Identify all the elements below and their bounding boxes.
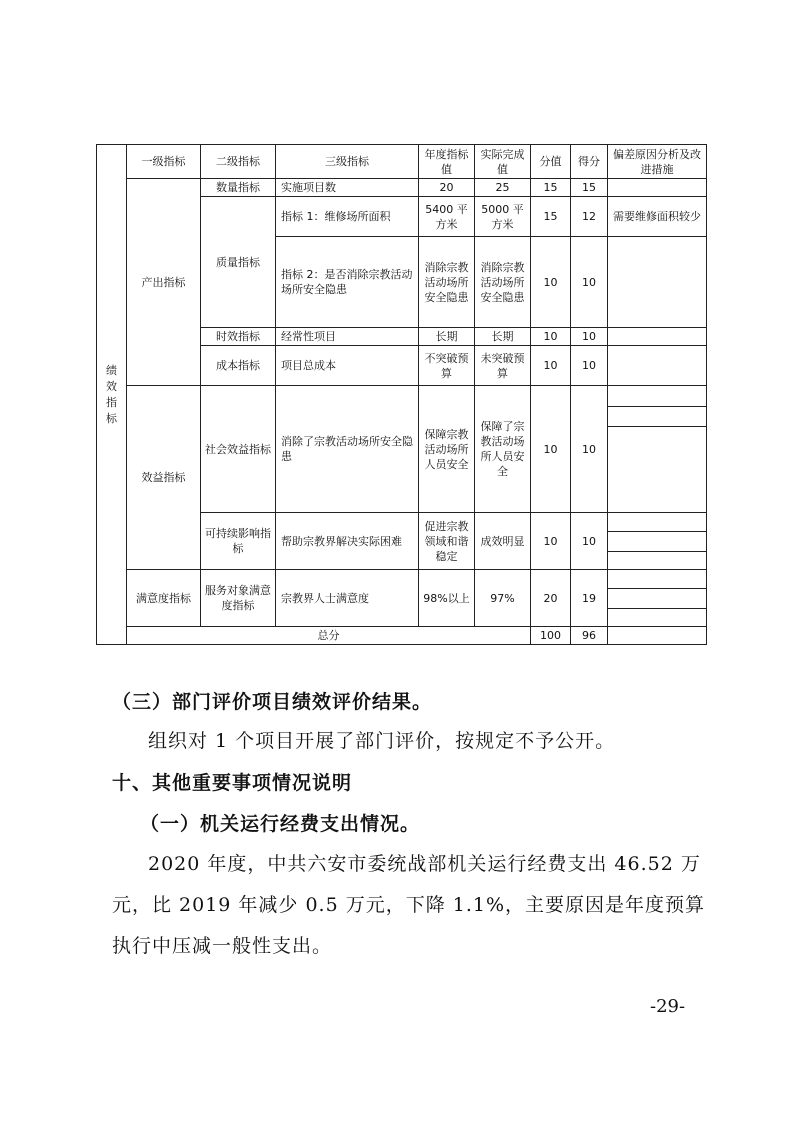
level1-benefit: 效益指标 [127, 386, 201, 570]
analysis-cell: 需要维修面积较少 [608, 197, 707, 237]
total-analysis [608, 627, 707, 645]
actual-cell: 97% [475, 570, 531, 627]
level2-satisfaction: 服务对象满意度指标 [201, 570, 276, 627]
actual-cell: 5000 平方米 [475, 197, 531, 237]
level2-timeliness: 时效指标 [201, 328, 276, 346]
score-cell: 10 [531, 328, 571, 346]
analysis-segment [608, 570, 706, 588]
score-cell: 10 [531, 346, 571, 386]
level1-satisfaction: 满意度指标 [127, 570, 201, 627]
level3-cell: 消除了宗教活动场所安全隐患 [276, 386, 419, 513]
target-cell: 20 [419, 179, 475, 197]
level3-cell: 宗教界人士满意度 [276, 570, 419, 627]
level2-cost: 成本指标 [201, 346, 276, 386]
actual-cell: 25 [475, 179, 531, 197]
level3-cell: 经常性项目 [276, 328, 419, 346]
level1-output: 产出指标 [127, 179, 201, 386]
got-cell: 12 [571, 197, 608, 237]
target-cell: 长期 [419, 328, 475, 346]
level2-quantity: 数量指标 [201, 179, 276, 197]
header-target: 年度指标值 [419, 145, 475, 179]
got-cell: 10 [571, 346, 608, 386]
analysis-segment [608, 426, 706, 512]
got-cell: 10 [571, 513, 608, 570]
analysis-segment [608, 588, 706, 608]
section3-heading: （三）部门评价项目绩效评价结果。 [112, 691, 433, 713]
level3-cell: 项目总成本 [276, 346, 419, 386]
header-level3: 三级指标 [276, 145, 419, 179]
got-cell: 10 [571, 386, 608, 513]
got-cell: 10 [571, 328, 608, 346]
got-cell: 19 [571, 570, 608, 627]
analysis-cell [608, 346, 707, 386]
analysis-cell [608, 328, 707, 346]
chapter10-heading: 十、其他重要事项情况说明 [112, 772, 353, 794]
actual-cell: 消除宗教活动场所安全隐患 [475, 237, 531, 328]
score-cell: 15 [531, 179, 571, 197]
analysis-segment [608, 551, 706, 569]
table-header-row [97, 145, 707, 179]
score-cell: 10 [531, 386, 571, 513]
analysis-cell [608, 386, 707, 513]
analysis-cell [608, 570, 707, 627]
total-label: 总分 [127, 627, 531, 645]
paragraph-line-1: 2020 年度，中共六安市委统战部机关运行经费支出 46.52 万 [148, 853, 701, 875]
actual-cell: 保障了宗教活动场所人员安全 [475, 386, 531, 513]
analysis-cell [608, 513, 707, 570]
total-got: 96 [571, 627, 608, 645]
page-number: -29- [650, 996, 686, 1017]
level3-cell: 指标 1：维修场所面积 [276, 197, 419, 237]
paragraph-line-3: 执行中压减一般性支出。 [112, 935, 333, 957]
score-cell: 20 [531, 570, 571, 627]
got-cell: 10 [571, 237, 608, 328]
level3-cell: 实施项目数 [276, 179, 419, 197]
target-cell: 消除宗教活动场所安全隐患 [419, 237, 475, 328]
target-cell: 保障宗教活动场所人员安全 [419, 386, 475, 513]
target-cell: 不突破预算 [419, 346, 475, 386]
header-actual: 实际完成值 [475, 145, 531, 179]
actual-cell: 长期 [475, 328, 531, 346]
performance-indicator-table [96, 144, 707, 645]
indicator-group-label: 绩效指标 [97, 145, 127, 645]
got-cell: 15 [571, 179, 608, 197]
header-score: 分值 [531, 145, 571, 179]
level3-cell: 指标 2：是否消除宗教活动场所安全隐患 [276, 237, 419, 328]
analysis-segment [608, 406, 706, 426]
table-row [97, 179, 707, 197]
header-got: 得分 [571, 145, 608, 179]
analysis-cell [608, 237, 707, 328]
score-cell: 15 [531, 197, 571, 237]
table-row [97, 570, 707, 627]
analysis-segment [608, 608, 706, 626]
table-total-row [97, 627, 707, 645]
score-cell: 10 [531, 237, 571, 328]
level2-social: 社会效益指标 [201, 386, 276, 513]
total-score: 100 [531, 627, 571, 645]
section3-body: 组织对 1 个项目开展了部门评价，按规定不予公开。 [148, 730, 616, 752]
target-cell: 98%以上 [419, 570, 475, 627]
analysis-segment [608, 386, 706, 406]
level3-cell: 帮助宗教界解决实际困难 [276, 513, 419, 570]
analysis-cell [608, 179, 707, 197]
header-analysis: 偏差原因分析及改进措施 [608, 145, 707, 179]
actual-cell: 成效明显 [475, 513, 531, 570]
target-cell: 5400 平方米 [419, 197, 475, 237]
level2-quality: 质量指标 [201, 197, 276, 328]
actual-cell: 未突破预算 [475, 346, 531, 386]
paragraph-line-2: 元，比 2019 年减少 0.5 万元，下降 1.1%，主要原因是年度预算 [112, 894, 706, 916]
sub1-heading: （一）机关运行经费支出情况。 [140, 813, 421, 835]
target-cell: 促进宗教领域和谐稳定 [419, 513, 475, 570]
score-cell: 10 [531, 513, 571, 570]
header-level2: 二级指标 [201, 145, 276, 179]
header-level1: 一级指标 [127, 145, 201, 179]
analysis-segment [608, 531, 706, 551]
analysis-segment [608, 513, 706, 531]
table-row [97, 386, 707, 513]
level2-sustain: 可持续影响指标 [201, 513, 276, 570]
